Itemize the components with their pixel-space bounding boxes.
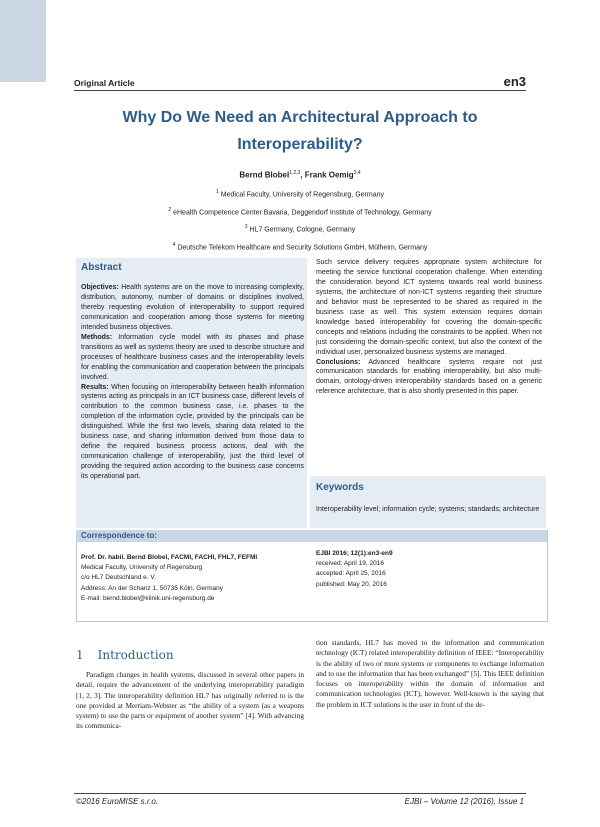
affiliation — [74, 203, 526, 221]
affiliation-text: eHealth Competence Center Bavaria, Deggendorf Institute of Technology, Germany — [173, 208, 432, 216]
publication-info — [316, 549, 393, 590]
footer-journal-issue: EJBI – Volume 12 (2016), Issue 1 — [404, 797, 524, 806]
objectives-label: Objectives: — [81, 284, 119, 291]
footer-divider — [74, 793, 526, 794]
methods-text: Information cycle model with its phases and phase transitions as well as systems theory are used to describe structure and processes of healthcare business cases and the interoperability levels for enabling the communication and cooperation between the principals involved. — [81, 333, 304, 381]
title-line-2: Interoperability? — [237, 136, 363, 153]
author-1-affil: 1,2,3 — [289, 170, 301, 176]
correspondence-heading: Correspondence to: — [81, 531, 158, 540]
conclusions-label: Conclusions: — [316, 358, 361, 366]
affiliation-number: 1 — [215, 189, 219, 195]
section-title: Introduction — [97, 648, 174, 662]
correspondence-line: c/o HL7 Deutschland e. V. — [81, 574, 156, 582]
affiliation-text: HL7 Germany, Cologne, Germany — [249, 226, 356, 234]
affiliation — [74, 220, 526, 238]
abstract-body — [81, 283, 304, 482]
conclusions-text: Advanced healthcare systems require not just communication standards for enabling interoperability, but also multi-domain, ontology-driven interoperability standards based on a generic reference architecture, that is also shortly presented in this paper. — [316, 358, 542, 396]
affiliation — [74, 238, 526, 256]
abstract-continued — [316, 258, 542, 397]
author-2-affil: 3,4 — [353, 170, 361, 176]
author-list — [74, 170, 526, 180]
page-code: en3 — [503, 74, 526, 89]
page-header — [74, 72, 526, 91]
results-text: When focusing on interoperability between health information systems acting as principals in an ICT business case, different levels of contribution to the common business case, i.e. phases to the completion of the information cycle, provided by the principals can be distinguished. While the first two levels, sharing data related to the business case, and sharing information derived from those data to define the required business process actions, deal with the communication challenge of interoperability, just the third level of providing the required action according to the business case concerns its operational part. — [81, 383, 304, 481]
keywords-heading: Keywords — [316, 482, 364, 493]
author-1: Bernd Blobel — [239, 170, 290, 180]
methods-label: Methods: — [81, 333, 113, 341]
affiliation-number: 4 — [172, 241, 176, 248]
objectives-text: Health systems are on the move to increasing complexity, distribution, autonomy, number of domains or disciplines involved, thereby requesting evolution of interoperability to support required communication and cooperation among those systems for meeting intended business objectives. — [81, 284, 304, 331]
affiliation-text: Medical Faculty, University of Regensburg, Germany — [220, 191, 384, 199]
correspondence-email[interactable]: E-mail: bernd.blobel@klinik.uni-regensburg.de — [81, 594, 215, 602]
introduction-text-left: Paradigm changes in health systems, discussed in several other papers in detail, require the advancement of the underlying interoperability paradigm [1, 2, 3]. The interoperability definition HL7 has originally referred to is the one provided at Merriam-Webster as “the ability of a system (as a weapons system) to use the parts or equipment of another system” [4]. With advancing its communica- — [76, 670, 304, 731]
article-type: Original Article — [74, 78, 135, 88]
affiliation-text: Deutsche Telekom Healthcare and Security Solutions GmbH, Mülheim, Germany — [177, 244, 428, 252]
author-separator: , — [300, 170, 305, 180]
abstract-heading: Abstract — [81, 262, 122, 273]
correspondence-line: Address: An der Schanz 1, 50735 Köln, Germany — [81, 584, 224, 592]
keywords-text: Interoperability level; information cycle; systems; standards; architecture — [316, 506, 540, 513]
introduction-heading — [76, 648, 174, 662]
affiliation-list — [74, 185, 526, 256]
received-date: received: April 19, 2016 — [316, 560, 384, 568]
affiliation — [74, 185, 526, 203]
paper-title — [74, 104, 526, 158]
section-number: 1 — [76, 648, 84, 662]
footer-copyright: ©2016 EuroMISE s.r.o. — [76, 797, 159, 806]
journal-reference: EJBI 2016; 12(1):en3-en9 — [316, 550, 393, 557]
corner-decoration — [0, 0, 46, 82]
abstract-continued-text: Such service delivery requires appropriate system architecture for meeting the service functional cooperation challenge. When extending the consideration beyond ICT systems towards real world business systems, the architecture of non-ICT systems regarding their structure and behavior must be represented to be shared as required in the business case as well. This system extension requires domain knowledge based interoperability for covering the domain-specific concepts and relations including the constraints to be applied. When not just considering the domain-specific context, but also the context of the individual user, personalized business systems are managed. — [316, 259, 542, 356]
correspondence-name: Prof. Dr. habil. Bernd Blobel, FACMI, FACHI, FHL7, FEFMI — [81, 554, 258, 561]
published-date: published: May 20, 2016 — [316, 580, 387, 588]
accepted-date: accepted: April 25, 2016 — [316, 570, 386, 578]
correspondence-line: Medical Faculty, University of Regensburg — [81, 564, 203, 572]
author-2: Frank Oemig — [304, 170, 354, 180]
results-label: Results: — [81, 383, 109, 391]
introduction-text-right: tion standards, HL7 has moved to the information and communication technology (ICT) related interoperability definition of IEEE: “Interoperability is the ability of two or more systems or components to exchange information and to use the information that has been exchanged” [5]. This IEEE definition focuses on interoperability within the domain of information and communication technologies (ICT), however. Well-known is the saying that the problem in ICT solutions is the user in front of the de- — [316, 638, 544, 709]
title-line-1: Why Do We Need an Architectural Approach to — [122, 109, 478, 126]
affiliation-number: 3 — [244, 224, 248, 231]
affiliation-number: 2 — [168, 206, 172, 213]
correspondence-address — [81, 553, 257, 604]
